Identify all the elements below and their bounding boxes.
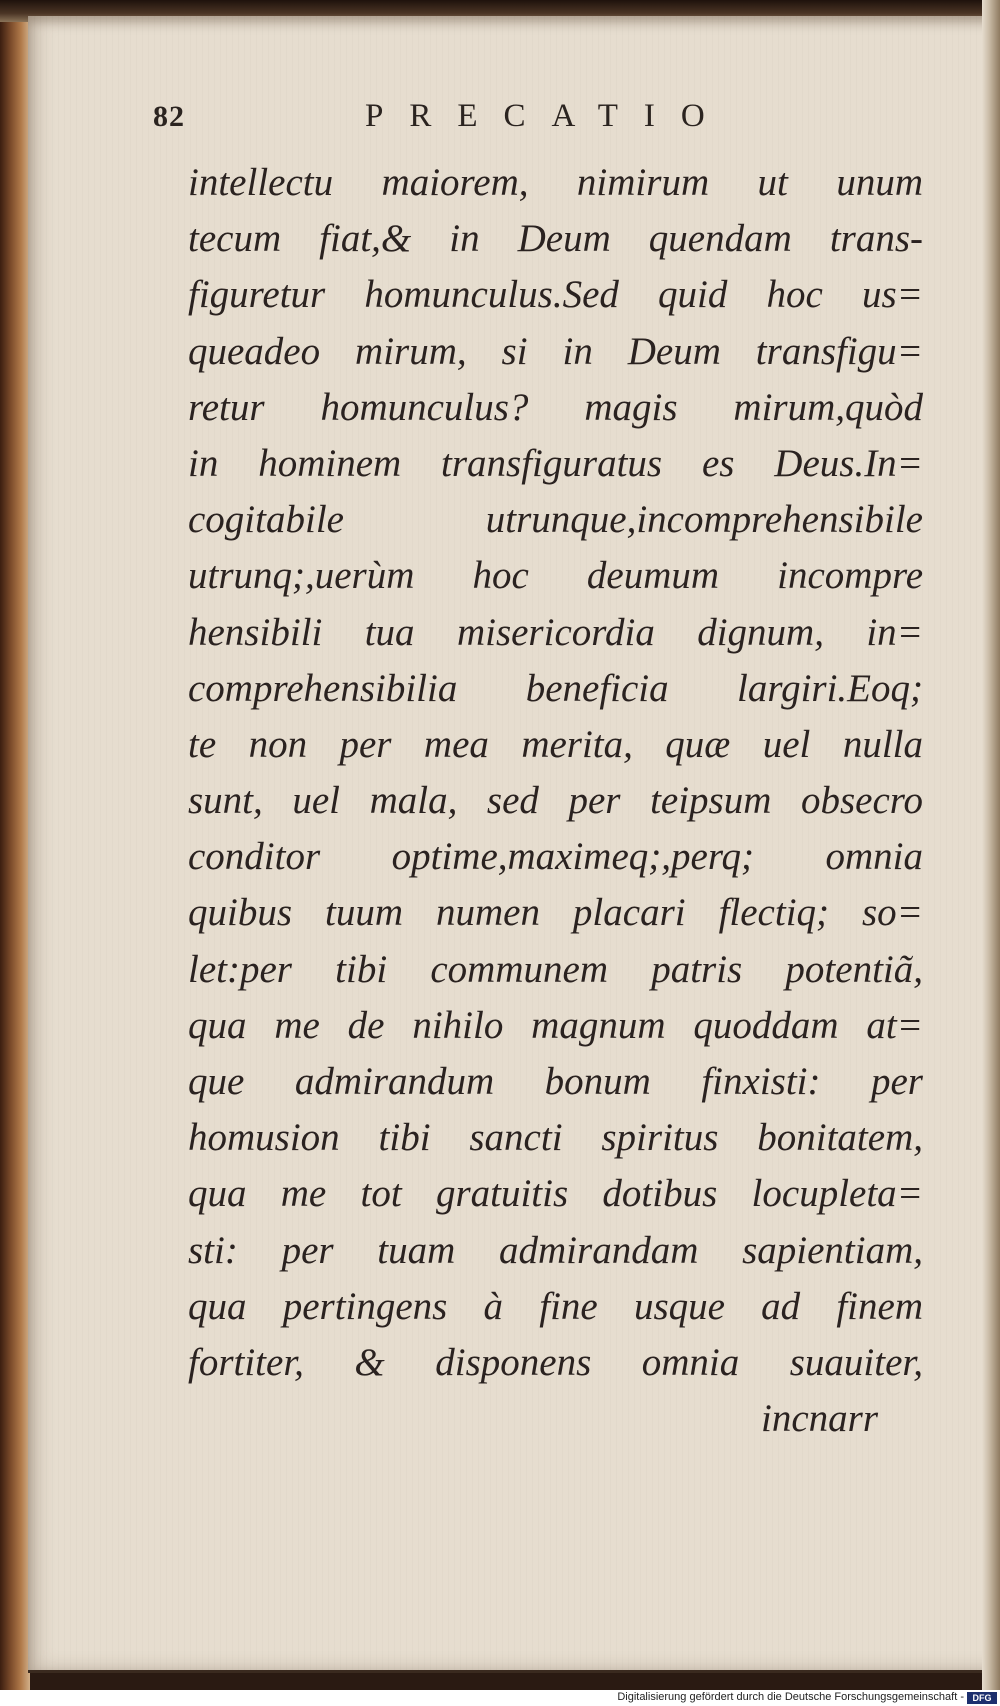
text-line: homusion tibi sancti spiritus bonitatem, (188, 1116, 923, 1160)
running-head: PRECATIO (365, 98, 731, 134)
text-line: sunt, uel mala, sed per teipsum obsecro (188, 779, 923, 823)
text-line: fortiter, & disponens omnia suauiter, (188, 1340, 923, 1384)
page-number: 82 (153, 100, 185, 133)
text-line: let:per tibi communem patris potentiã, (188, 947, 923, 991)
text-line: tecum fiat,& in Deum quendam trans- (188, 217, 923, 261)
body-text (188, 155, 923, 1447)
page-header (0, 92, 1000, 142)
text-line: cogitabile utrunque,incomprehensibile (188, 498, 923, 542)
text-line: qua pertingens à fine usque ad finem (188, 1284, 923, 1328)
dfg-logo-icon[interactable]: DFG (967, 1692, 997, 1704)
text-line: in hominem transfiguratus es Deus.In= (188, 441, 923, 485)
text-line: sti: per tuam admirandam sapientiam, (188, 1228, 923, 1272)
text-line: queadeo mirum, si in Deum transfigu= (188, 329, 923, 373)
page-right-edge (982, 0, 1000, 1690)
text-line: que admirandum bonum finxisti: per (188, 1060, 923, 1103)
text-line: qua me tot gratuitis dotibus locupleta= (188, 1172, 923, 1216)
text-line: quibus tuum numen placari flectiq; so= (188, 891, 923, 935)
catchword: incnarr (761, 1397, 878, 1441)
text-line: intellectu maiorem, nimirum ut unum (188, 161, 923, 204)
text-line: te non per mea merita, quæ uel nulla (188, 722, 923, 766)
text-line: comprehensibilia beneficia largiri.Eoq; (188, 666, 923, 710)
text-line: retur homunculus? magis mirum,quòd (188, 385, 923, 429)
text-line: hensibili tua misericordia dignum, in= (188, 610, 923, 654)
text-line: figuretur homunculus.Sed quid hoc us= (188, 273, 923, 317)
text-line: conditor optime,maximeq;,perq; omnia (188, 835, 923, 879)
text-line: utrunq;,uerùm hoc deumum incompre (188, 554, 923, 598)
digitization-footer (0, 1690, 1000, 1706)
text-line: qua me de nihilo magnum quoddam at= (188, 1003, 923, 1047)
footer-credit: Digitalisierung gefördert durch die Deutsche Forschungsgemeinschaft - (617, 1691, 964, 1703)
book-spine (0, 0, 30, 1690)
